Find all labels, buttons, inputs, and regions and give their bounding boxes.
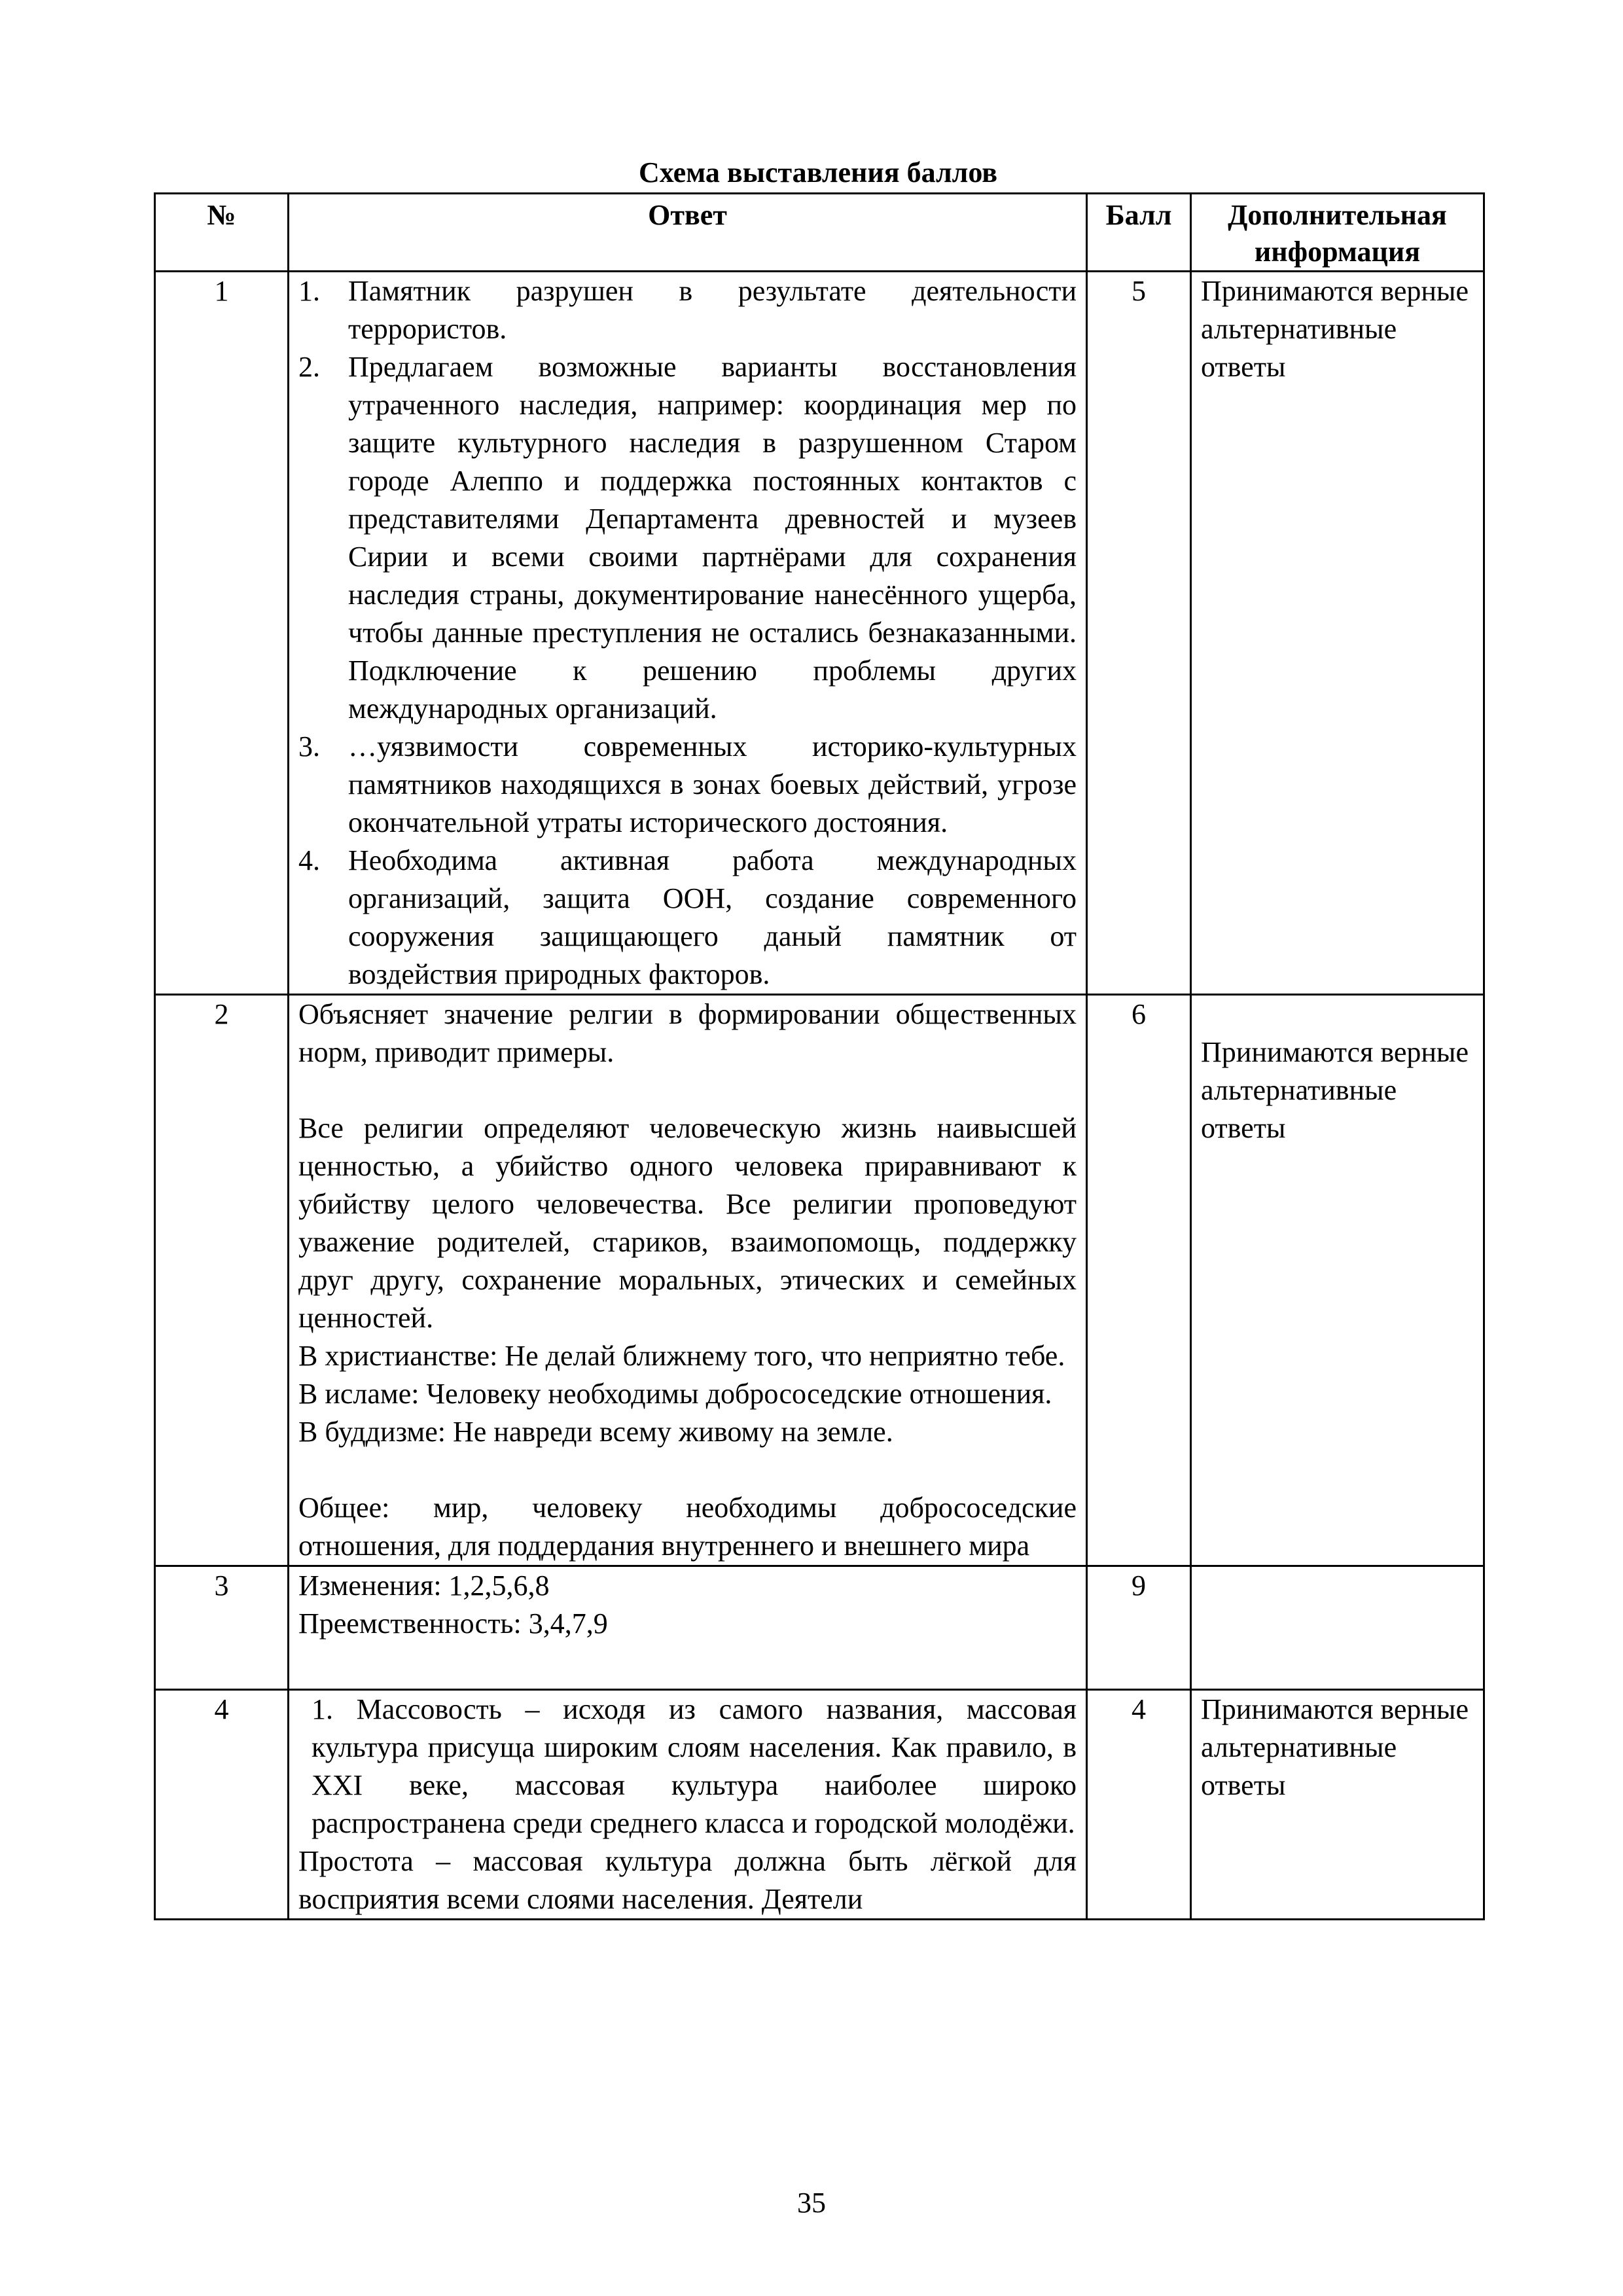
row-number: 1 (155, 272, 289, 995)
scoring-table (154, 192, 1485, 1920)
list-item-number: 1. (298, 275, 320, 307)
header-answer: Ответ (289, 194, 1087, 272)
answer-paragraph: В христианстве: Не делай ближнему того, что неприятно тебе. (298, 1340, 1065, 1372)
info-cell: Принимаются верные альтернативные ответы (1191, 1690, 1484, 1920)
answer-paragraph: 1. Массовость – исходя из самого названия, массовая культура присуща широким слоям населения. Как правило, в XXI веке, массовая культура наиболее широко распространена среди среднего класса и городской молодёжи. (312, 1693, 1077, 1839)
answer-line: Преемственность: 3,4,7,9 (298, 1607, 608, 1640)
list-item (298, 348, 1077, 728)
answer-paragraph: Объясняет значение релгии в формировании общественных норм, приводит примеры. (298, 998, 1077, 1068)
answer-paragraph: Простота – массовая культура должна быть лёгкой для восприятия всеми слоями населения. Деятели (298, 1845, 1077, 1915)
answer-paragraph: В буддизме: Не навреди всему живому на земле. (298, 1416, 893, 1448)
answer-cell (289, 272, 1087, 995)
table-row (155, 272, 1484, 995)
info-cell (1191, 995, 1484, 1566)
answer-list (298, 272, 1077, 994)
table-header-row (155, 194, 1484, 272)
list-item-number: 2. (298, 351, 320, 383)
row-number: 4 (155, 1690, 289, 1920)
list-item-text: Памятник разрушен в результате деятельности террористов. (348, 275, 1077, 345)
table-row (155, 1566, 1484, 1690)
score-cell: 6 (1087, 995, 1191, 1566)
score-cell: 9 (1087, 1566, 1191, 1690)
answer-cell (289, 1566, 1087, 1690)
answer-paragraph: Все религии определяют человеческую жизнь наивысшей ценностью, а убийство одного человека приравнивают к убийству целого человечества. Все религии проповедуют уважение родителей, стариков, взаимопомощь, поддержку друг другу, сохранение моральных, этических и семейных ценностей. (298, 1112, 1077, 1334)
info-text: Принимаются верные альтернативные ответы (1201, 1036, 1469, 1144)
row-number: 3 (155, 1566, 289, 1690)
page-title: Схема выставления баллов (638, 156, 997, 188)
list-item (298, 842, 1077, 994)
list-item-number: 4. (298, 844, 320, 876)
row-number: 2 (155, 995, 289, 1566)
score-cell: 4 (1087, 1690, 1191, 1920)
score-cell: 5 (1087, 272, 1191, 995)
table-row (155, 995, 1484, 1566)
answer-paragraph: В исламе: Человеку необходимы добрососедские отношения. (298, 1378, 1052, 1410)
list-item-text: …уязвимости современных историко-культурных памятников находящихся в зонах боевых действий, угрозе окончательной утраты исторического достояния. (348, 730, 1077, 838)
table-row (155, 1690, 1484, 1920)
list-item-number: 3. (298, 730, 320, 762)
answer-cell (289, 995, 1087, 1566)
header-number: № (155, 194, 289, 272)
page-number: 35 (797, 2187, 826, 2219)
header-score: Балл (1087, 194, 1191, 272)
list-item-text: Необходима активная работа международных организаций, защита ООН, создание современного сооружения защищающего даный памятник от воздействия природных факторов. (348, 844, 1077, 990)
header-info: Дополнительная информация (1191, 194, 1484, 272)
info-cell (1191, 1566, 1484, 1690)
answer-paragraph: Общее: мир, человеку необходимы добрососедские отношения, для поддердания внутреннего и внешнего мира (298, 1492, 1077, 1562)
list-item (298, 272, 1077, 348)
answer-line: Изменения: 1,2,5,6,8 (298, 1570, 550, 1602)
list-item (298, 728, 1077, 842)
list-item-text: Предлагаем возможные варианты восстановления утраченного наследия, например: координация мер по защите культурного наследия в разрушенном Старом городе Алеппо и поддержка постоянных контактов с представителями Департамента древностей и музеев Сирии и всеми своими партнёрами для сохранения наследия страны, документирование нанесённого ущерба, чтобы данные преступления не остались безнаказанными. Подключение к решению проблемы других международных организаций. (348, 351, 1077, 725)
answer-cell (289, 1690, 1087, 1920)
info-cell: Принимаются верные альтернативные ответы (1191, 272, 1484, 995)
